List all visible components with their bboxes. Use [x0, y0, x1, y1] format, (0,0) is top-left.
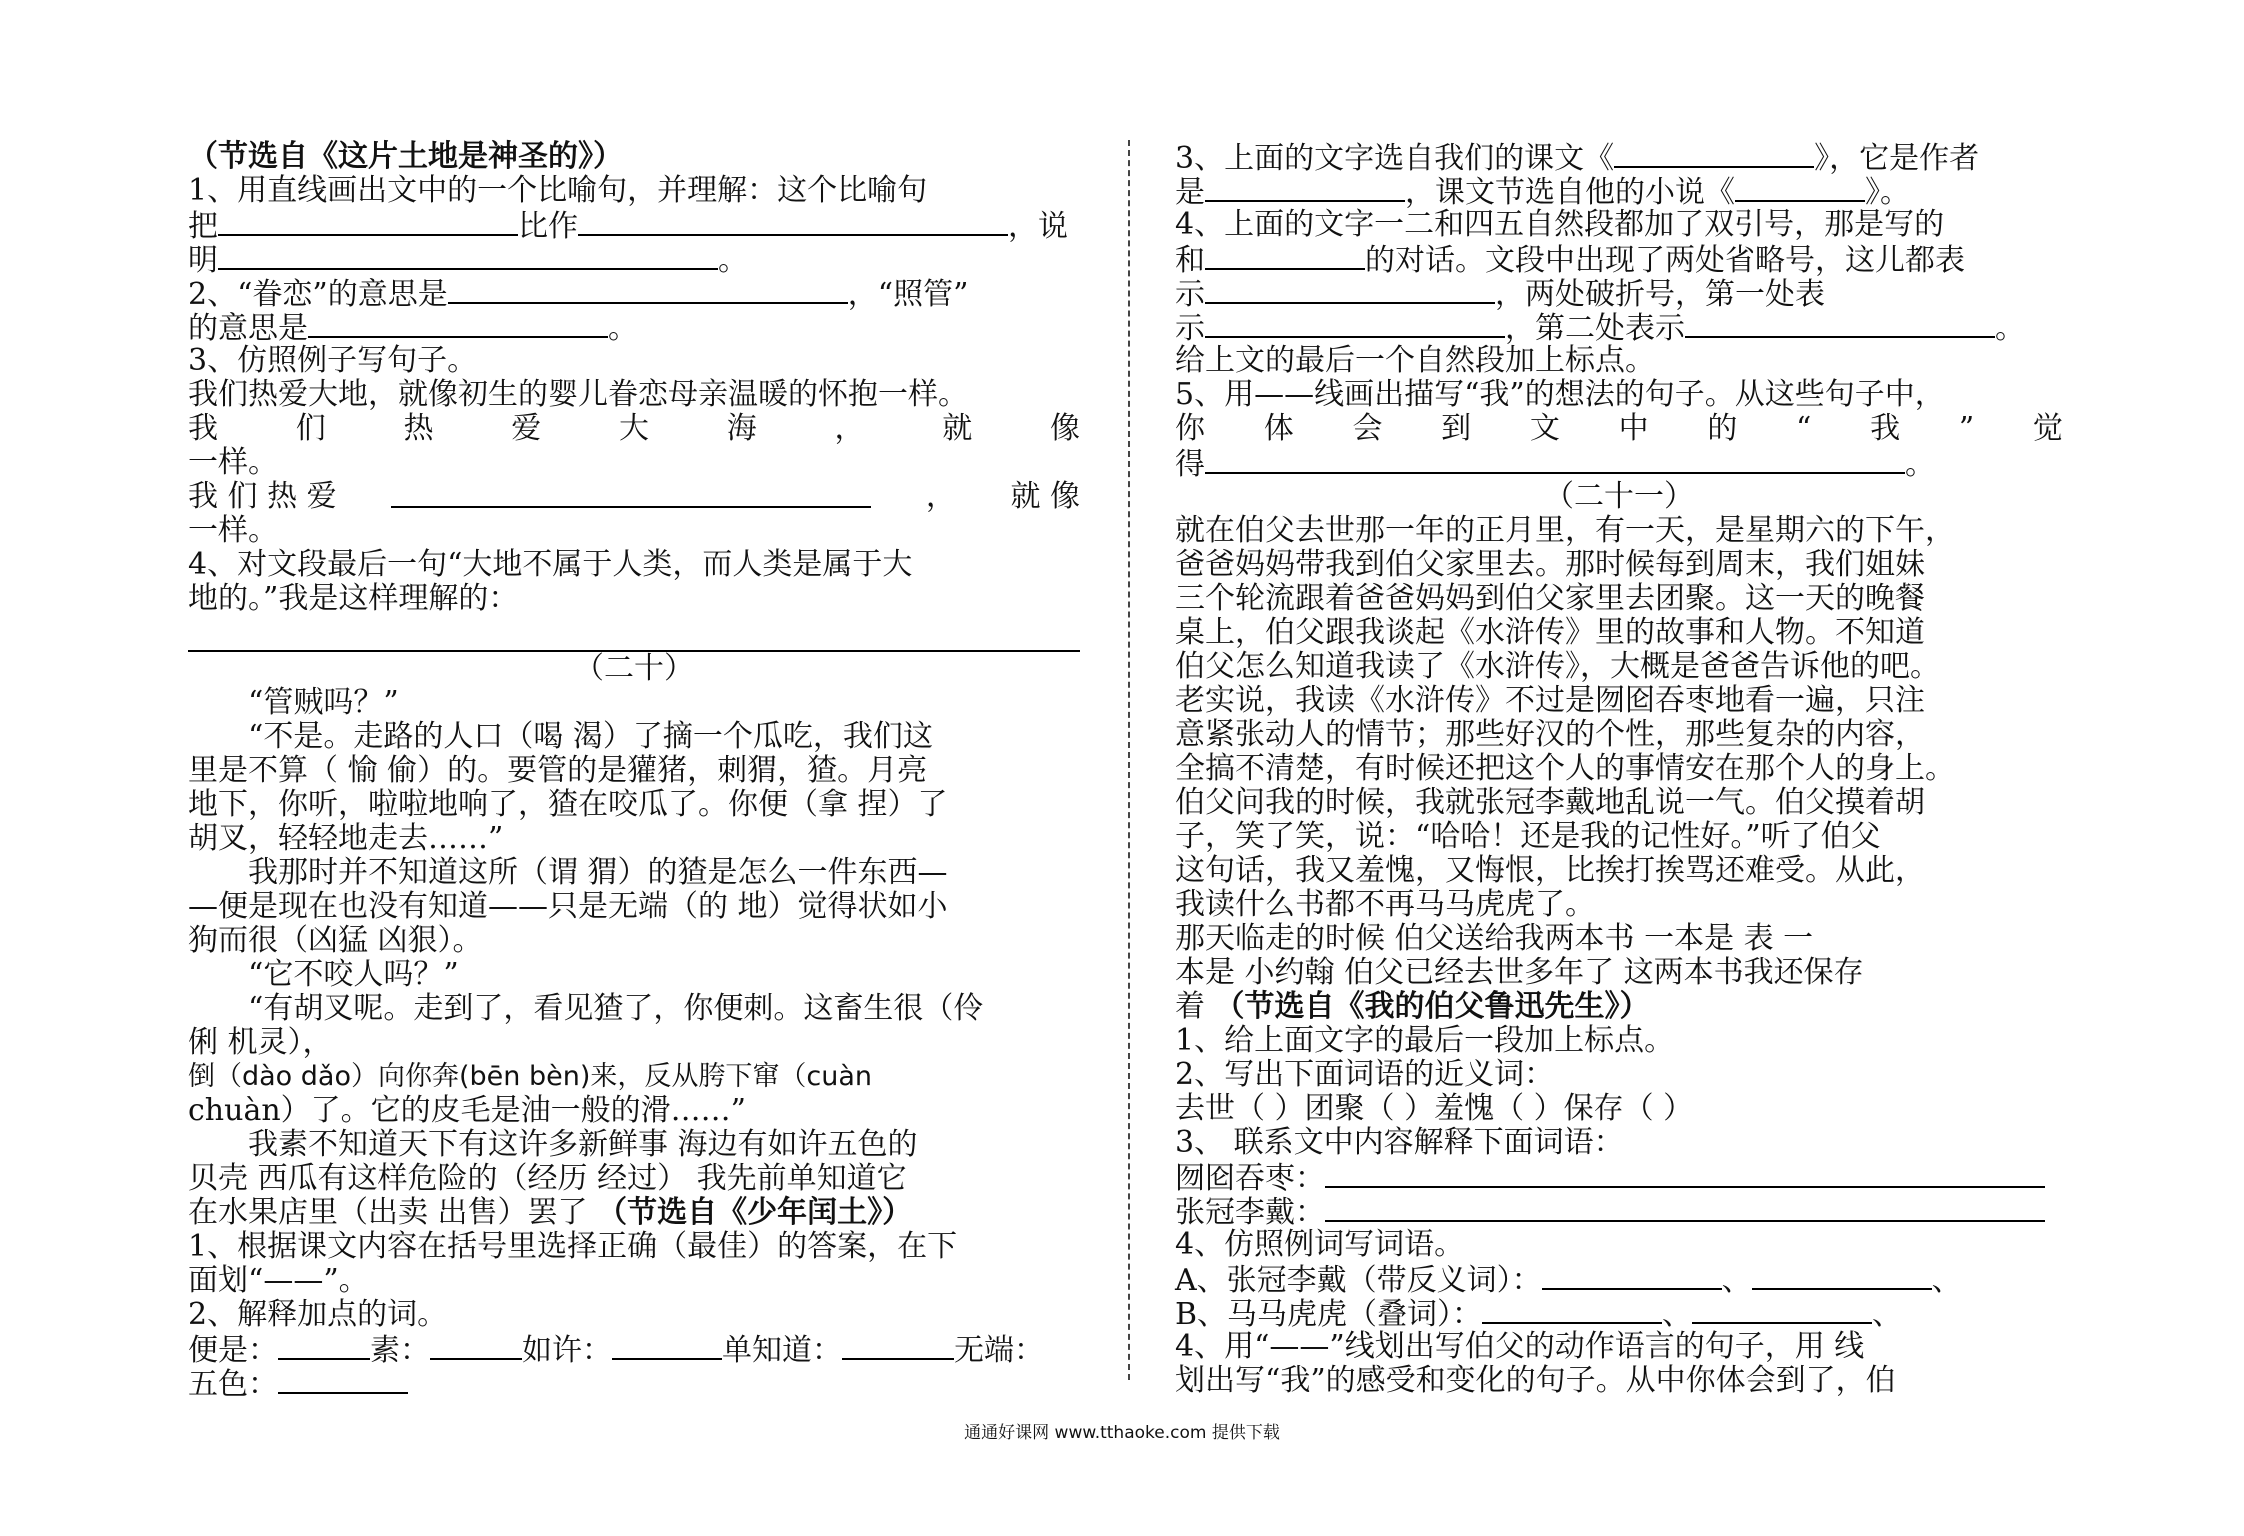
blank[interactable] [308, 310, 608, 338]
blank[interactable] [1205, 242, 1365, 270]
blank[interactable] [612, 1332, 722, 1360]
blank[interactable] [1325, 1160, 2045, 1188]
blank[interactable] [218, 208, 518, 236]
blank[interactable] [1542, 1262, 1722, 1290]
answer-line[interactable] [188, 616, 1080, 652]
blank[interactable] [1205, 276, 1495, 304]
section-title-21: （二十一） [1544, 479, 1694, 514]
question-3d: 3、 联系文中内容解释下面词语： [1175, 1125, 1624, 1160]
question-1d: 1、给上面文字的最后一段加上标点。 [1175, 1023, 1675, 1058]
synonym-row: 去世（ ）团聚（ ）羞愧（ ）保存（ ） [1175, 1091, 1694, 1126]
blank[interactable] [430, 1332, 522, 1360]
blank[interactable] [391, 480, 871, 508]
spaced-line: 你 体 会 到 文 中 的 “ 我 ” 觉 [1175, 411, 2063, 446]
left-column: （节选自《这片土地是神圣的》） 1、用直线画出文中的一个比喻句，并理解：这个比喻句 把 比作 ，说 明 。 2、“眷恋”的意思是 ，“照管” 的意思是 。 3、仿照例子写句子。 我们热爱大地，就像初生的婴儿眷恋母亲温暖的怀抱一样。 我 们 热 爱 大 海 ， 就 像 一样。 我 们 热 爱 ， 就 像 一样。 4、对文段最后一句“大地不属于人类，而人类是属于大 地的。”我是这样理解的： （二十） “管贼吗？” “不是。走路的人口（喝 渴）了摘一个瓜吃，我们这 里是不算（ 愉 偷）的。要管的是獾猪，刺猬，猹。月亮 地下，你听，啦啦地响了，猹在咬瓜了。你便（拿 捏）了 胡叉，轻轻地走去……” 我那时并不知道这所（谓 猬）的猹是怎么一件东西— —便是现在也没有知道——只是无端（的 地）觉得状如小 狗而很（凶猛 凶狠）。 “它不咬人吗？” “有胡叉呢。走到了，看见猹了，你便刺。这畜生很（伶 俐 机灵）， 倒（dào dǎo）向你奔(bēn bèn)来，反从胯下窜（cuàn chuàn）了。它的皮毛是油一般的滑……” 我素不知道天下有这许多新鲜事 海边有如许五色的 贝壳 西瓜有这样危险的（经历 经过） 我先前单知道它 在水果店里（出卖 出售）罢了 （节选自《少年闰土》） 1、根据课文内容在括号里选择正确（最佳）的答案，在下 面划“——”。 2、解释加点的词。 便是： 素： 如许： 单知道： 无端： 五色： [188, 139, 1080, 1402]
question-1: 1、用直线画出文中的一个比喻句，并理解：这个比喻句 [188, 173, 928, 208]
blank[interactable] [1325, 1194, 2045, 1222]
blank[interactable] [218, 242, 718, 270]
question-1b: 1、根据课文内容在括号里选择正确（最佳）的答案，在下 [188, 1229, 958, 1264]
blank[interactable] [1692, 1296, 1872, 1324]
question-2b: 2、解释加点的词。 [188, 1297, 448, 1332]
blank[interactable] [278, 1332, 370, 1360]
section-title-20: （二十） [574, 651, 694, 686]
excerpt-source-2: （节选自《少年闰土》） [597, 1195, 913, 1230]
excerpt-source-3: （节选自《我的伯父鲁迅先生》） [1214, 989, 1650, 1024]
blank[interactable] [278, 1366, 408, 1394]
blank[interactable] [1752, 1262, 1932, 1290]
blank[interactable] [1205, 446, 1905, 474]
question-5c: 5、用——线画出描写“我”的想法的句子。从这些句子中， [1175, 377, 1945, 412]
blank[interactable] [1685, 310, 1995, 338]
blank[interactable] [1735, 174, 1865, 202]
blank[interactable] [1205, 174, 1405, 202]
question-2d: 2、写出下面词语的近义词： [1175, 1057, 1555, 1092]
column-divider [1128, 140, 1130, 1380]
question-4: 4、对文段最后一句“大地不属于人类，而人类是属于大 [188, 547, 913, 582]
question-4c: 4、上面的文字一二和四五自然段都加了双引号，那是写的 [1175, 207, 1945, 242]
blank[interactable] [842, 1332, 954, 1360]
footer-credit: 通通好课网 www.tthaoke.com 提供下载 [964, 1423, 1280, 1443]
blank[interactable] [1205, 310, 1505, 338]
question-4e: 4、用“——”线划出写伯父的动作语言的句子，用 线 [1175, 1329, 1865, 1364]
question-1-blanks: 把 比作 ，说 [188, 209, 1068, 244]
example-sentence: 我们热爱大地，就像初生的婴儿眷恋母亲温暖的怀抱一样。 [188, 377, 968, 412]
blank[interactable] [448, 276, 848, 304]
question-4d: 4、仿照例词写词语。 [1175, 1227, 1465, 1262]
question-2: 2、“眷恋”的意思是 ，“照管” [188, 277, 969, 312]
excerpt-source-1: （节选自《这片土地是神圣的》） [188, 139, 623, 174]
blank[interactable] [1482, 1296, 1662, 1324]
right-column: 3、上面的文字选自我们的课文《 》，它是作者 是 ，课文节选自他的小说《 》。 4、上面的文字一二和四五自然段都加了双引号，那是写的 和 的对话。文段中出现了两处省略号，这儿都表 示 ，两处破折号，第一处表 示 ，第二处表示 。 给上文的最后一个自然段加上标点。 5、用——线画出描写“我”的想法的句子。从这些句子中， 你 体 会 到 文 中 的 “ 我 ” 觉 得 。 （二十一） 就在伯父去世那一年的正月里，有一天，是星期六的下午， 爸爸妈妈带我到伯父家里去。那时候每到周末，我们姐妹 三个轮流跟着爸爸妈妈到伯父家里去团聚。这一天的晚餐 桌上，伯父跟我谈起《水浒传》里的故事和人物。不知道 伯父怎么知道我读了《水浒传》，大概是爸爸告诉他的吧。 老实说，我读《水浒传》不过是囫囵吞枣地看一遍，只注 意紧张动人的情节；那些好汉的个性，那些复杂的内容， 全搞不清楚，有时候还把这个人的事情安在那个人的身上。 伯父问我的时候，我就张冠李戴地乱说一气。伯父摸着胡 子，笑了笑，说：“哈哈！还是我的记性好。”听了伯父 这句话，我又羞愧，又悔恨，比挨打挨骂还难受。从此， 我读什么书都不再马马虎虎了。 那天临走的时候 伯父送给我两本书 一本是 表 一 本是 小约翰 伯父已经去世多年了 这两本书我还保存 着 （节选自《我的伯父鲁迅先生》） 1、给上面文字的最后一段加上标点。 2、写出下面词语的近义词： 去世（ ）团聚（ ）羞愧（ ）保存（ ） 3、 联系文中内容解释下面词语： 囫囵吞枣： 张冠李戴： 4、仿照例词写词语。 A、张冠李戴（带反义词）： 、 、 B、马马虎虎（叠词）： 、 、 4、用“——”线划出写伯父的动作语言的句子，用 线 划出写“我”的感受和变化的句子。从中你体会到了，伯 [1175, 141, 2063, 1398]
blank[interactable] [1614, 140, 1814, 168]
question-3c: 3、上面的文字选自我们的课文《 》，它是作者 [1175, 141, 1980, 176]
question-3: 3、仿照例子写句子。 [188, 343, 478, 378]
spaced-line: 我 们 热 爱 大 海 ， 就 像 [188, 411, 1080, 446]
blank[interactable] [578, 208, 1008, 236]
